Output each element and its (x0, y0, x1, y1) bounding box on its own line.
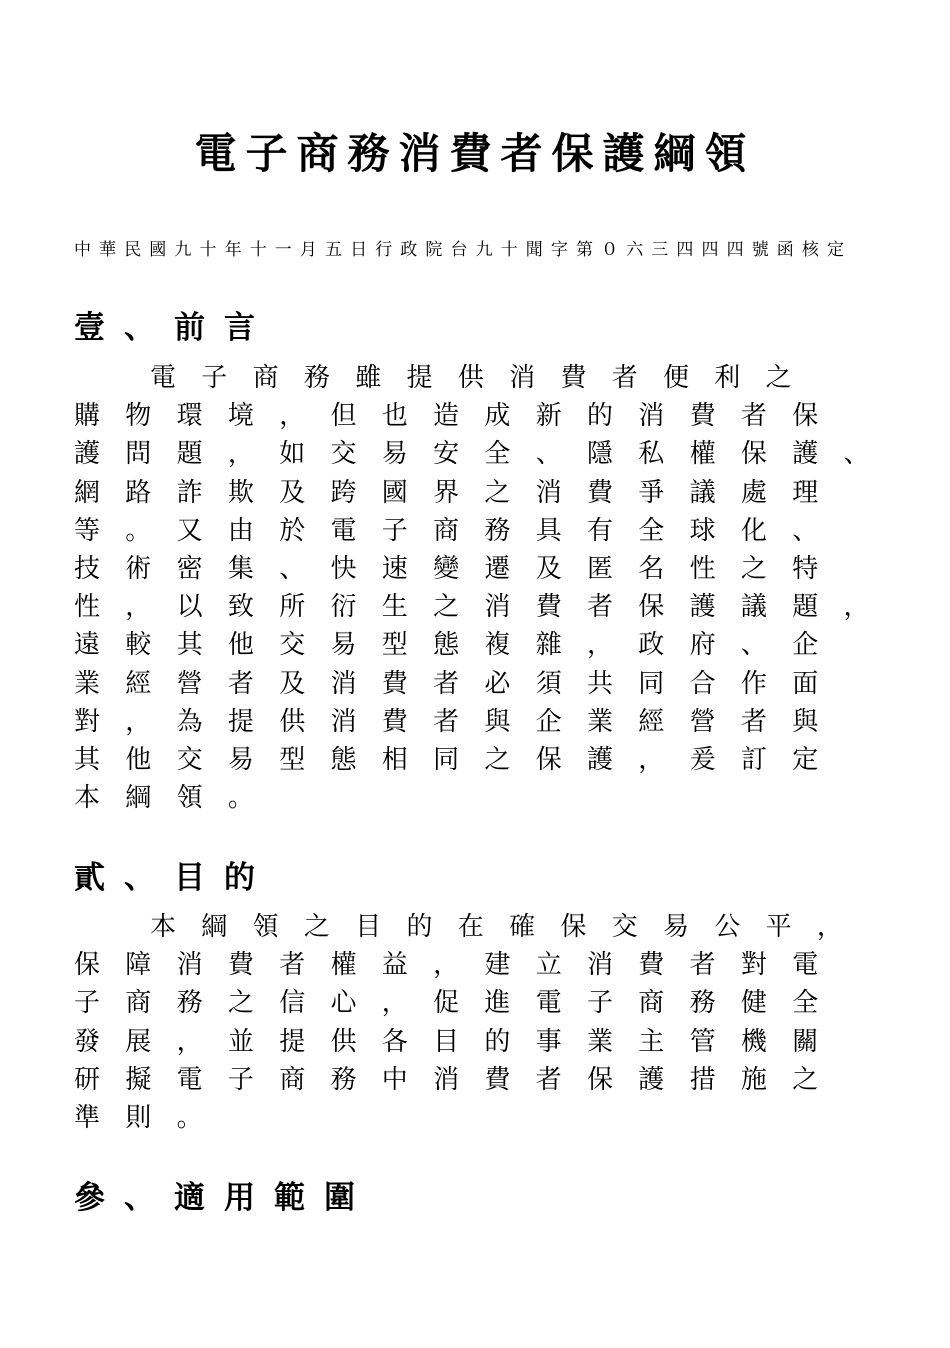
approval-note: 中華民國九十年十一月五日行政院台九十聞字第０六三四四四號函核定 (74, 240, 853, 260)
body-line: 準則。 (74, 1102, 228, 1133)
body-line: 電子商務雖提供消費者便利之 (150, 363, 817, 393)
body-line: 技術密集、快速變遷及匿名性之特 (74, 553, 844, 584)
body-line: 子商務之信心，促進電子商務健全 (74, 988, 844, 1019)
body-line: 性，以致所衍生之消費者保護議題， (74, 592, 895, 623)
body-line: 遠較其他交易型態複雜，政府、企 (74, 630, 844, 661)
body-line: 網路詐欺及跨國界之消費爭議處理 (74, 477, 844, 508)
body-line: 研擬電子商務中消費者保護措施之 (74, 1064, 844, 1095)
body-line: 對，為提供消費者與企業經營者與 (74, 706, 844, 737)
section-heading-preface: 壹、前言 (74, 310, 274, 346)
section-body-purpose (74, 908, 868, 1137)
body-line: 護問題，如交易安全、隱私權保護、 (74, 439, 895, 470)
body-line: 發展，並提供各目的事業主管機關 (74, 1026, 844, 1057)
body-line: 本綱領之目的在確保交易公平， (150, 912, 869, 942)
body-line: 其他交易型態相同之保護，爰訂定 (74, 744, 844, 775)
document-title: 電子商務消費者保護綱領 (194, 129, 756, 178)
body-line: 業經營者及消費者必須共同合作面 (74, 668, 844, 699)
body-line: 等。又由於電子商務具有全球化、 (74, 515, 844, 546)
body-line: 本綱領。 (74, 783, 280, 814)
section-heading-scope: 參、適用範圍 (74, 1180, 374, 1216)
body-line: 保障消費者權益，建立消費者對電 (74, 950, 844, 981)
section-heading-purpose: 貳、目的 (74, 860, 274, 896)
section-body-preface (74, 359, 895, 817)
body-line: 購物環境，但也造成新的消費者保 (74, 401, 844, 432)
